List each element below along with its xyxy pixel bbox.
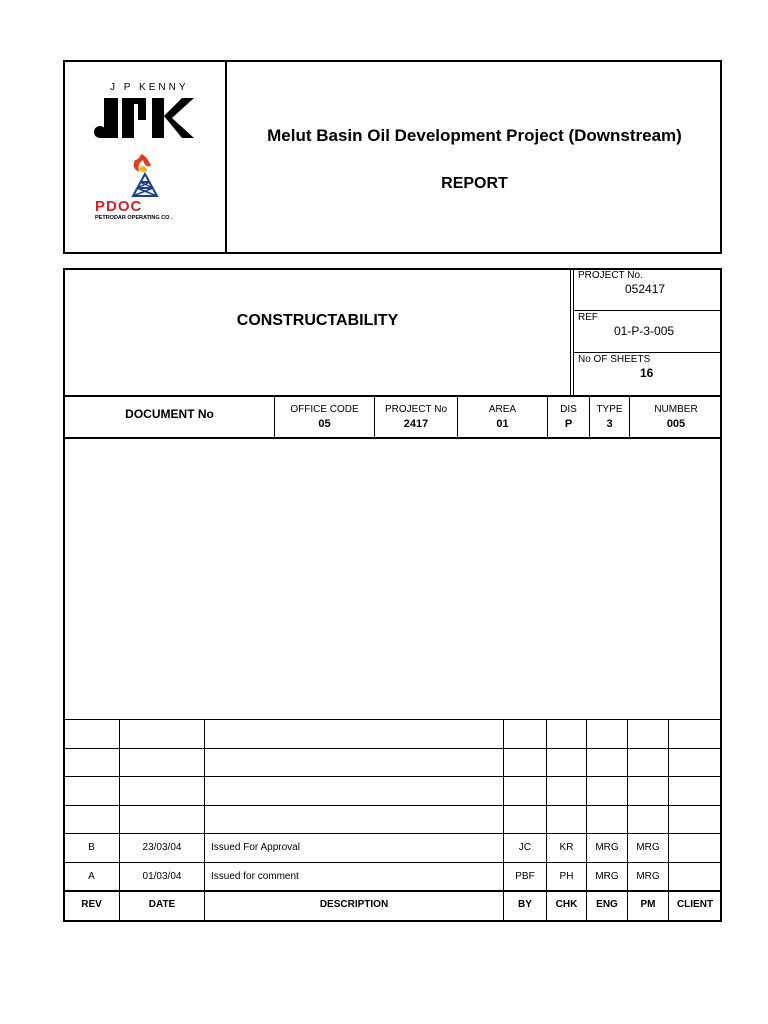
rev-col-6: [627, 720, 628, 921]
rev-row-line-5: [63, 862, 722, 863]
rev-header-rev: REV: [81, 899, 102, 910]
sheets-value: 16: [640, 366, 654, 380]
doc-type: REPORT: [441, 175, 508, 192]
rev-header-date: DATE: [148, 899, 176, 910]
rev-b-date: 23/03/04: [142, 842, 182, 853]
project-code-value: 2417: [403, 418, 429, 430]
docno-top-border: [63, 395, 722, 397]
office-code-value: 05: [318, 418, 331, 430]
rev-a-chk: PH: [559, 871, 574, 882]
rev-b-chk: KR: [559, 842, 574, 853]
rev-col-7: [668, 720, 669, 921]
rev-a-rev: A: [88, 871, 95, 882]
rev-b-rev: B: [88, 842, 95, 853]
rev-col-5: [586, 720, 587, 921]
number-value: 005: [666, 418, 686, 430]
docno-divider-6: [629, 396, 630, 438]
info-column-divider-inner: [573, 268, 574, 396]
rev-b-description: Issued For Approval: [211, 842, 300, 853]
pdoc-logo: [95, 152, 195, 224]
flame-tower-icon: [95, 152, 195, 204]
rev-a-date: 01/03/04: [142, 871, 182, 882]
docno-divider-5: [589, 396, 590, 438]
type-label: TYPE: [596, 404, 623, 415]
rev-header-eng: ENG: [596, 899, 618, 910]
project-title: Melut Basin Oil Development Project (Downstream): [267, 126, 682, 145]
info-divider-2: [573, 352, 722, 353]
rev-col-4: [546, 720, 547, 921]
rev-header-chk: CHK: [555, 899, 578, 910]
project-no-value: 052417: [625, 282, 666, 296]
info-divider-1: [573, 310, 722, 311]
area-label: AREA: [488, 404, 517, 415]
info-column-divider: [570, 268, 571, 396]
rev-table-top: [63, 719, 722, 720]
pdoc-logo-subtext: PETRODAR OPERATING CO .: [95, 215, 173, 221]
rev-b-eng: MRG: [595, 842, 619, 853]
rev-row-line-4: [63, 833, 722, 834]
rev-a-description: Issued for comment: [211, 871, 299, 882]
rev-col-2: [204, 720, 205, 921]
dis-value: P: [564, 418, 573, 430]
rev-header-client: CLIENT: [676, 899, 714, 910]
type-value: 3: [606, 418, 613, 430]
docno-divider-3: [457, 396, 458, 438]
rev-col-3: [503, 720, 504, 921]
docno-label: DOCUMENT No: [125, 407, 214, 421]
jp-kenny-logo: [90, 82, 200, 142]
rev-header-line: [63, 890, 722, 892]
document-title: CONSTRUCTABILITY: [236, 312, 399, 329]
header-divider: [225, 60, 227, 254]
ref-label: REF: [578, 312, 598, 323]
rev-col-1: [119, 720, 120, 921]
rev-row-line-1: [63, 748, 722, 749]
project-code-label: PROJECT No: [384, 404, 448, 415]
number-label: NUMBER: [654, 404, 698, 415]
office-code-label: OFFICE CODE: [290, 404, 359, 415]
docno-divider-4: [547, 396, 548, 438]
main-box: [63, 268, 722, 922]
area-value: 01: [496, 418, 509, 430]
rev-header-by: BY: [518, 899, 532, 910]
docno-divider-1: [274, 396, 275, 438]
sheets-label: No OF SHEETS: [578, 354, 651, 365]
dis-label: DIS: [560, 404, 577, 415]
rev-header-description: DESCRIPTION: [319, 899, 389, 910]
jp-kenny-logo-text: J P KENNY: [110, 82, 189, 93]
docno-bottom-border: [63, 437, 722, 439]
docno-divider-2: [374, 396, 375, 438]
rev-row-line-2: [63, 776, 722, 777]
rev-b-pm: MRG: [636, 842, 660, 853]
rev-b-by: JC: [518, 842, 532, 853]
ref-value: 01-P-3-005: [614, 324, 675, 338]
jpk-mark-icon: [90, 92, 200, 142]
rev-a-by: PBF: [515, 871, 535, 882]
rev-row-line-3: [63, 805, 722, 806]
project-no-label: PROJECT No.: [578, 270, 643, 281]
rev-a-pm: MRG: [636, 871, 660, 882]
rev-header-pm: PM: [640, 899, 656, 910]
pdoc-logo-text: PDOC: [95, 198, 143, 215]
rev-a-eng: MRG: [595, 871, 619, 882]
